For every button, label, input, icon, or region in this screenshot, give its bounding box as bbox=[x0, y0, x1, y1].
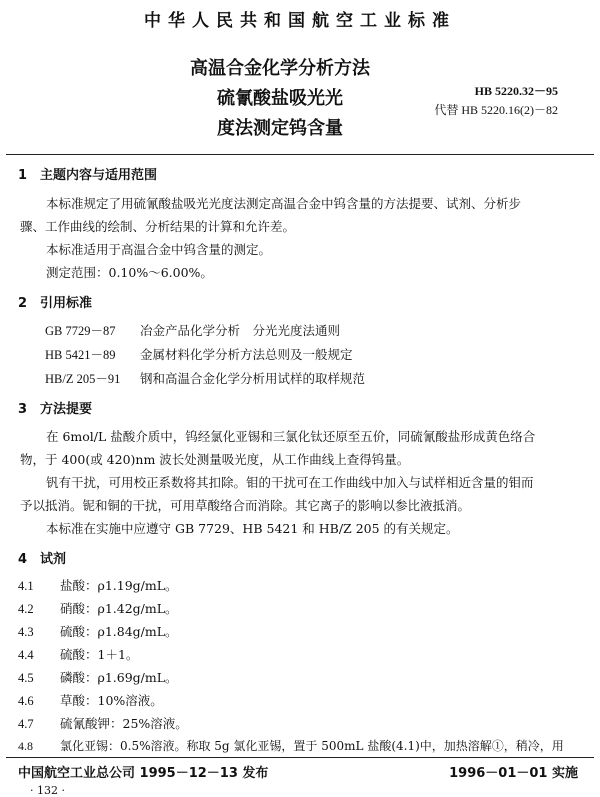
reference-code: HB/Z 205－91 bbox=[45, 372, 121, 386]
reagent-number: 4.1 bbox=[18, 579, 34, 593]
reagent-number: 4.3 bbox=[18, 625, 34, 639]
s1-para1-line2: 骤、工作曲线的绘制、分析结果的计算和允许差。 bbox=[20, 219, 296, 234]
reagent-number: 4.2 bbox=[18, 602, 34, 616]
s3-para1-line2: 物，于 400(或 420)nm 波长处测量吸光度，从工作曲线上查得钨量。 bbox=[20, 452, 410, 467]
reagent-text: 磷酸：ρ1.69g/mL。 bbox=[60, 670, 178, 685]
reagent-item bbox=[18, 714, 188, 732]
bottom-divider bbox=[6, 757, 594, 758]
section-1-heading: 1 主题内容与适用范围 bbox=[18, 168, 158, 183]
reagent-item bbox=[18, 737, 564, 754]
reagent-number: 4.8 bbox=[18, 739, 33, 753]
section-2-heading: 2 引用标准 bbox=[18, 296, 93, 311]
title-line-3: 度法测定钨含量 bbox=[217, 118, 343, 139]
reagent-number: 4.6 bbox=[18, 694, 34, 708]
s1-para3: 测定范围：0.10%～6.00%。 bbox=[46, 265, 213, 280]
reference-item bbox=[45, 321, 340, 339]
reference-item bbox=[45, 345, 353, 363]
title-line-2: 硫氰酸盐吸光光 bbox=[217, 88, 343, 109]
reference-code: HB 5421－89 bbox=[45, 348, 116, 362]
reagent-text: 硫酸：1＋1。 bbox=[60, 647, 139, 662]
s3-para1-line1: 在 6mol/L 盐酸介质中，钨经氯化亚锡和三氯化钛还原至五价，同硫氰酸盐形成黄色络合 bbox=[46, 429, 536, 444]
section-4-heading: 4 试剂 bbox=[18, 552, 67, 567]
reagent-item bbox=[18, 622, 178, 640]
reagent-item bbox=[18, 576, 178, 594]
reference-code: GB 7729－87 bbox=[45, 324, 116, 338]
reagent-text: 硝酸：ρ1.42g/mL。 bbox=[60, 601, 178, 616]
top-divider bbox=[6, 154, 594, 155]
section-3-heading: 3 方法提要 bbox=[18, 402, 93, 417]
reagent-text: 盐酸：ρ1.19g/mL。 bbox=[60, 578, 178, 593]
reagent-number: 4.7 bbox=[18, 717, 34, 731]
replaces-code: 代替 HB 5220.16(2)－82 bbox=[434, 103, 558, 117]
reagent-item bbox=[18, 599, 178, 617]
reagent-item bbox=[18, 645, 138, 663]
s3-para2-line2: 予以抵消。铌和铜的干扰，可用草酸络合而消除。其它离子的影响以参比液抵消。 bbox=[20, 498, 471, 513]
reference-title: 钢和高温合金化学分析用试样的取样规范 bbox=[140, 371, 366, 386]
issued-date: 中国航空工业总公司 1995－12－13 发布 bbox=[18, 766, 269, 781]
reagent-number: 4.5 bbox=[18, 671, 34, 685]
reference-item bbox=[45, 369, 365, 387]
s1-para1-line1: 本标准规定了用硫氰酸盐吸光光度法测定高温合金中钨含量的方法提要、试剂、分析步 bbox=[46, 196, 522, 211]
reagent-item bbox=[18, 668, 178, 686]
standard-code: HB 5220.32－95 bbox=[474, 84, 558, 98]
reference-title: 冶金产品化学分析 分光光度法通则 bbox=[140, 323, 341, 338]
reagent-text: 氯化亚锡：0.5%溶液。称取 5g 氯化亚锡，置于 500mL 盐酸(4.1)中，加热溶解①，稍冷，用 bbox=[60, 739, 564, 753]
reagent-text: 硫酸：ρ1.84g/mL。 bbox=[60, 624, 178, 639]
reagent-number: 4.4 bbox=[18, 648, 34, 662]
page-number: · 132 · bbox=[30, 784, 65, 797]
reference-title: 金属材料化学分析方法总则及一般规定 bbox=[140, 347, 353, 362]
effective-date: 1996－01－01 实施 bbox=[449, 766, 578, 781]
s3-para3: 本标准在实施中应遵守 GB 7729、HB 5421 和 HB/Z 205 的有关规定。 bbox=[46, 521, 459, 536]
reagent-item bbox=[18, 691, 163, 709]
standard-header: 中华人民共和国航空工业标准 bbox=[144, 11, 456, 31]
document-title bbox=[160, 54, 400, 144]
title-line-1: 高温合金化学分析方法 bbox=[190, 58, 370, 79]
reagent-text: 草酸：10%溶液。 bbox=[60, 693, 163, 708]
s1-para2: 本标准适用于高温合金中钨含量的测定。 bbox=[46, 242, 272, 257]
reagent-text: 硫氰酸钾：25%溶液。 bbox=[60, 716, 188, 731]
s3-para2-line1: 钒有干扰，可用校正系数将其扣除。钼的干扰可在工作曲线中加入与试样相近含量的钼而 bbox=[46, 475, 534, 490]
